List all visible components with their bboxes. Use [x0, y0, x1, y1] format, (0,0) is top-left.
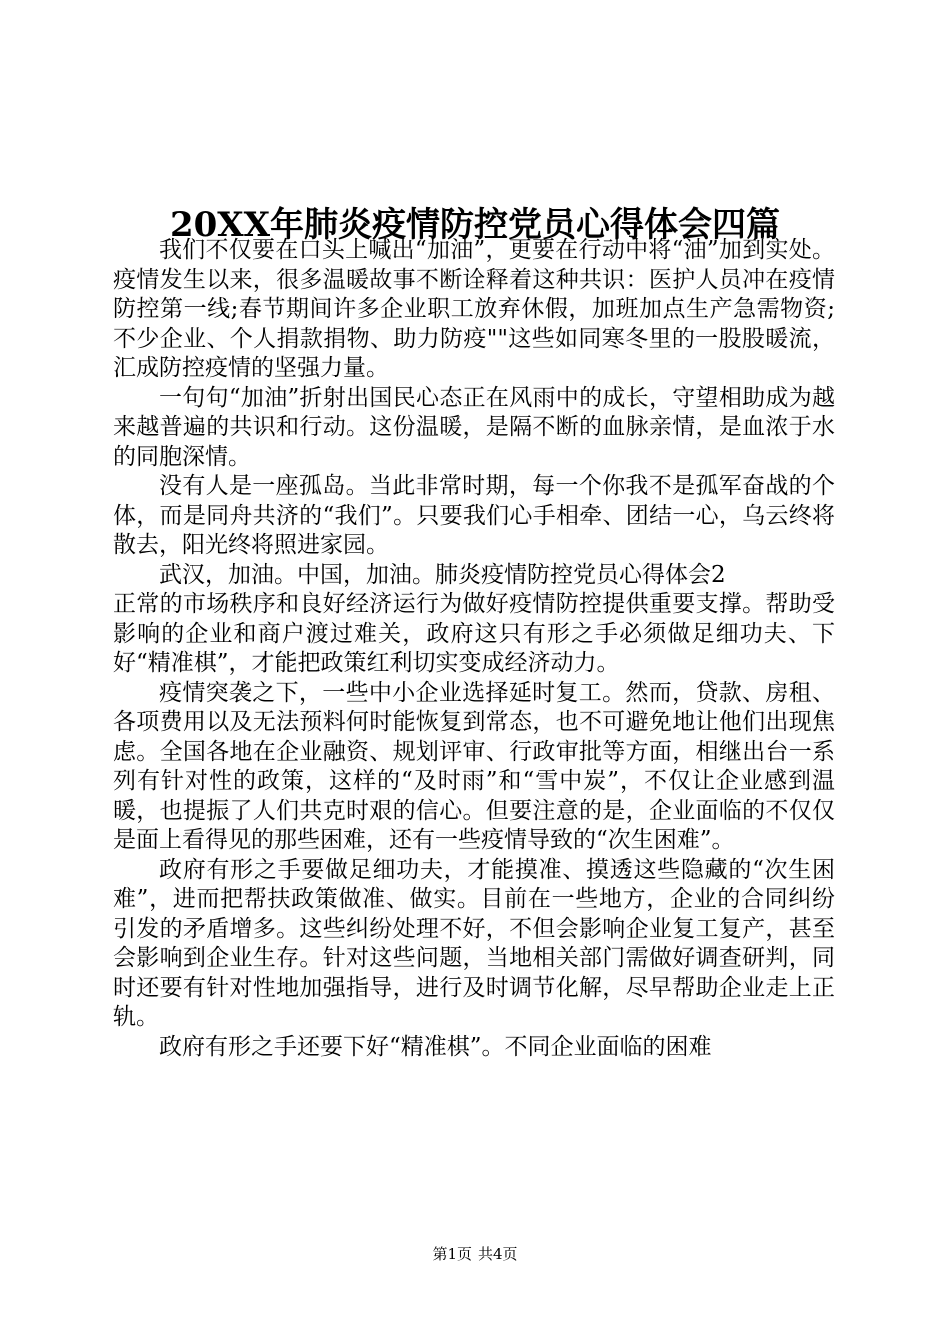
- document-title: 20XX年肺炎疫情防控党员心得体会四篇: [169, 204, 781, 245]
- page-footer: [0, 1244, 950, 1264]
- paragraph: 政府有形之手要做足细功夫，才能摸准、摸透这些隐藏的“次生困难”，进而把帮扶政策做准、做实。目前在一些地方，企业的合同纠纷引发的矛盾增多。这些纠纷处理不好，不但会影响企业复工复产，甚至会影响到企业生存。针对这些问题，当地相关部门需做好调查研判，同时还要有针对性地加强指导，进行及时调节化解，尽早帮助企业走上正轨。: [113, 856, 835, 1030]
- paragraph: 一句句“加油”折射出国民心态正在风雨中的成长，守望相助成为越来越普遍的共识和行动。这份温暖，是隔不断的血脉亲情，是血浓于水的同胞深情。: [113, 384, 835, 470]
- paragraph: 武汉，加油。中国，加油。肺炎疫情防控党员心得体会2: [159, 561, 726, 588]
- paragraph: 政府有形之手还要下好“精准棋”。不同企业面临的困难: [159, 1033, 712, 1060]
- paragraph: 没有人是一座孤岛。当此非常时期，每一个你我不是孤军奋战的个体，而是同舟共济的“我们”。只要我们心手相牵、团结一心，乌云终将散去，阳光终将照进家园。: [113, 473, 835, 558]
- paragraph: 我们不仅要在口头上喊出“加油”，更要在行动中将“油”加到实处。疫情发生以来，很多温暖故事不断诠释着这种共识：医护人员冲在疫情防控第一线;春节期间许多企业职工放弃休假，加班加点生产急需物资;不少企业、个人捐款捐物、助力防疫""这些如同寒冬里的一股股暖流，汇成防控疫情的坚强力量。: [113, 237, 835, 381]
- document-body: [113, 236, 835, 1062]
- paragraph: 正常的市场秩序和良好经济运行为做好疫情防控提供重要支撑。帮助受影响的企业和商户渡过难关，政府这只有形之手必须做足细功夫、下好“精准棋”，才能把政策红利切实变成经济动力。: [113, 591, 835, 676]
- page-number: 第1页: [432, 1245, 472, 1263]
- page-total: 共4页: [478, 1245, 518, 1263]
- paragraph: 疫情突袭之下，一些中小企业选择延时复工。然而，贷款、房租、各项费用以及无法预料何时能恢复到常态，也不可避免地让他们出现焦虑。全国各地在企业融资、规划评审、行政审批等方面，相继出台一系列有针对性的政策，这样的“及时雨”和“雪中炭”，不仅让企业感到温暖，也提振了人们共克时艰的信心。但要注意的是，企业面临的不仅仅是面上看得见的那些困难，还有一些疫情导致的“次生困难”。: [113, 679, 835, 853]
